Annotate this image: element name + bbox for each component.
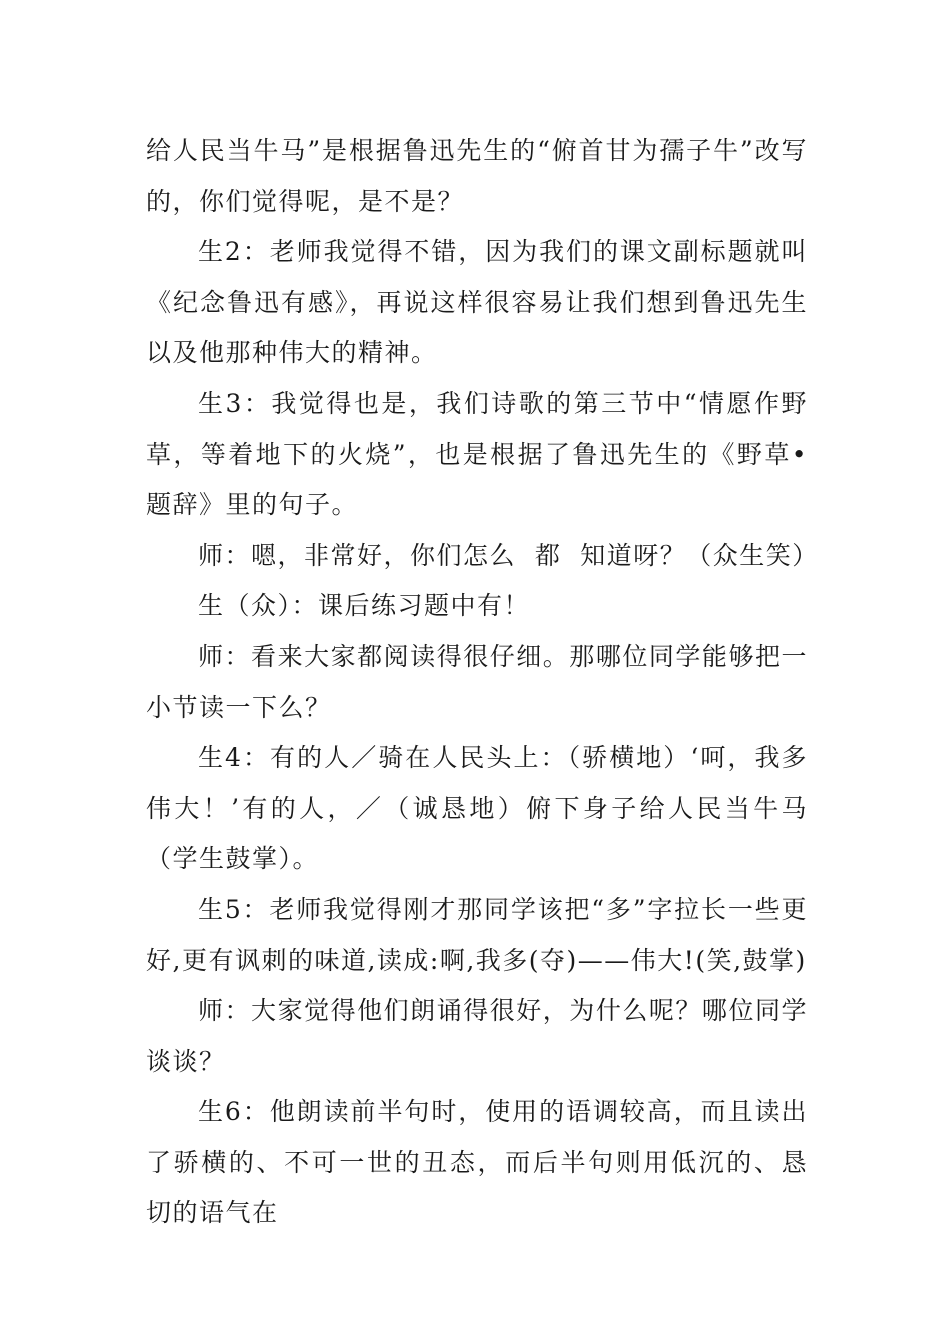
paragraph-6: 师：看来大家都阅读得很仔细。那哪位同学能够把一小节读一下么？ — [146, 641, 808, 722]
paragraph-9: 师：大家觉得他们朗诵得很好，为什么呢？哪位同学谈谈？ — [146, 996, 808, 1076]
paragraph-3: 生3：我觉得也是，我们诗歌的第三节中“情愿作野草，等着地下的火烧”，也是根据了鲁迅先生的《野草•题辞》里的句子。 — [146, 388, 808, 520]
paragraph-10: 生6：他朗读前半句时，使用的语调较高，而且读出了骄横的、不可一世的丑态，而后半句则用低沉的、恳切的语气在 — [146, 1097, 808, 1228]
document-body — [146, 126, 819, 1239]
paragraph-8: 生5：老师我觉得刚才那同学该把“多”字拉长一些更好,更有讽刺的味道,读成:啊,我多(夺)——伟大!(笑,鼓掌) — [146, 894, 808, 975]
paragraph-5: 生（众）：课后练习题中有！ — [198, 591, 531, 621]
paragraph-4: 师：嗯，非常好，你们怎么 都 知道呀？（众生笑） — [198, 540, 819, 570]
paragraph-1: 给人民当牛马”是根据鲁迅先生的“俯首甘为孺子牛”改写的，你们觉得呢，是不是？ — [146, 136, 808, 216]
paragraph-7: 生4：有的人／骑在人民头上：（骄横地）‘呵，我多伟大！’有的人，／（诚恳地）俯下身子给人民当牛马（学生鼓掌）。 — [146, 743, 808, 874]
paragraph-2: 生2：老师我觉得不错，因为我们的课文副标题就叫《纪念鲁迅有感》，再说这样很容易让我们想到鲁迅先生以及他那种伟大的精神。 — [146, 237, 808, 368]
